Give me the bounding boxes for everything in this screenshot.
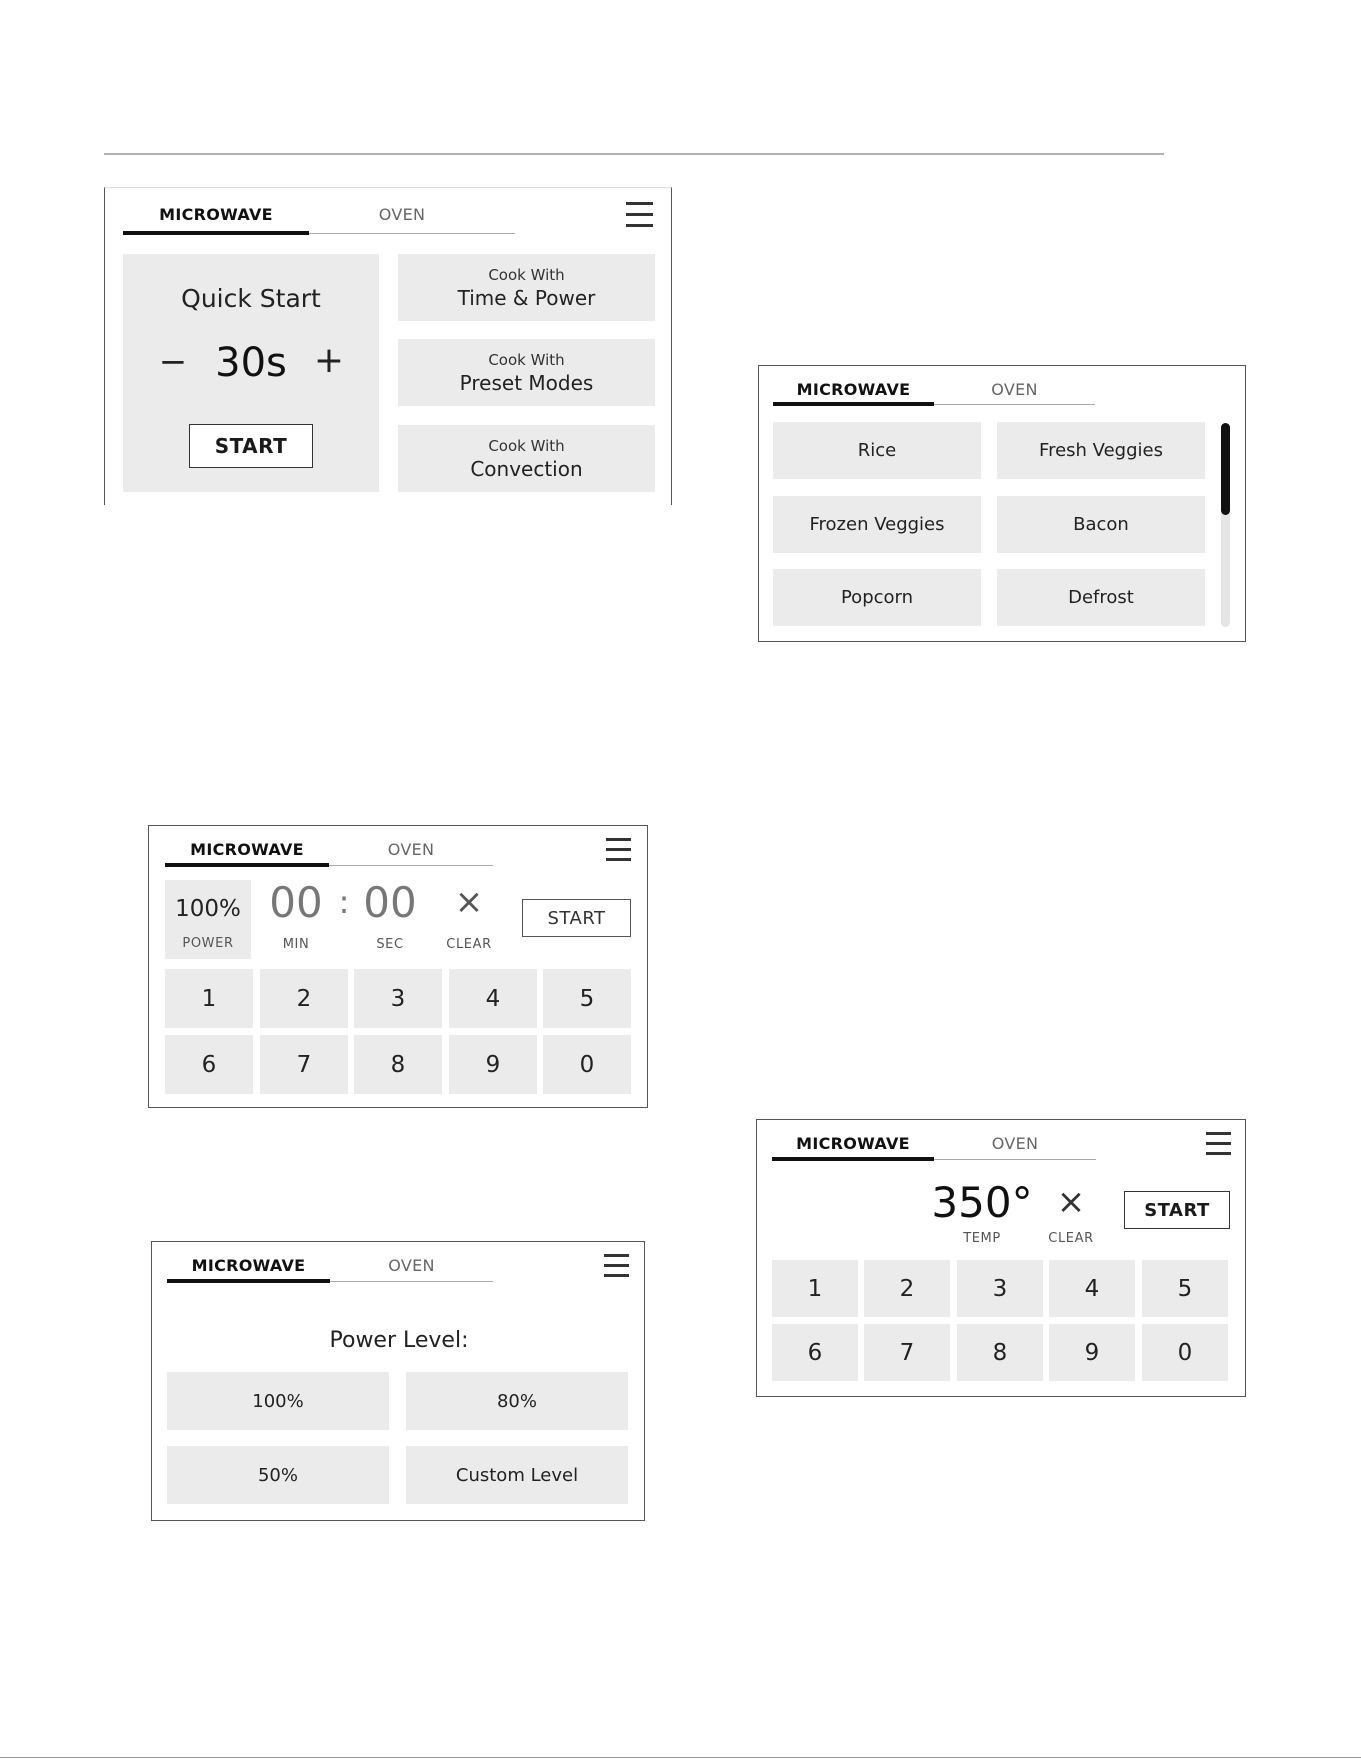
presets-screen bbox=[758, 365, 1246, 642]
cook-with-label: Cook With bbox=[488, 350, 565, 369]
key-6[interactable]: 6 bbox=[165, 1035, 253, 1094]
seconds-display: 00 bbox=[363, 878, 417, 927]
key-8[interactable]: 8 bbox=[354, 1035, 442, 1094]
temperature-display: 350° bbox=[931, 1178, 1033, 1227]
power-custom-button[interactable]: Custom Level bbox=[406, 1446, 628, 1504]
timer-start-button[interactable]: START bbox=[522, 899, 631, 937]
preset-modes-label: Preset Modes bbox=[459, 370, 594, 395]
power-level-button[interactable] bbox=[165, 880, 251, 959]
increment-button[interactable]: + bbox=[313, 340, 345, 381]
power-100-button[interactable]: 100% bbox=[167, 1372, 389, 1430]
key-7[interactable]: 7 bbox=[864, 1324, 950, 1381]
tab-oven[interactable]: OVEN bbox=[387, 840, 435, 859]
cook-time-power-button[interactable] bbox=[398, 254, 655, 321]
tab-oven[interactable]: OVEN bbox=[991, 1134, 1039, 1153]
tab-oven[interactable]: OVEN bbox=[378, 205, 426, 224]
quick-start-time: 30s bbox=[215, 340, 287, 386]
key-0[interactable]: 0 bbox=[543, 1035, 631, 1094]
top-divider bbox=[104, 153, 1164, 155]
tab-microwave[interactable]: MICROWAVE bbox=[796, 380, 911, 399]
key-5[interactable]: 5 bbox=[1142, 1260, 1228, 1317]
menu-icon[interactable] bbox=[606, 838, 631, 862]
time-colon: : bbox=[338, 883, 350, 921]
oven-temp-screen bbox=[756, 1119, 1246, 1397]
active-tab-indicator bbox=[167, 1279, 330, 1283]
clear-icon[interactable]: × bbox=[454, 882, 484, 922]
key-3[interactable]: 3 bbox=[957, 1260, 1043, 1317]
key-5[interactable]: 5 bbox=[543, 969, 631, 1028]
clear-label: CLEAR bbox=[1048, 1231, 1094, 1246]
menu-icon[interactable] bbox=[1206, 1132, 1231, 1156]
key-3[interactable]: 3 bbox=[354, 969, 442, 1028]
minutes-display: 00 bbox=[269, 878, 323, 927]
timer-screen bbox=[148, 825, 648, 1108]
preset-frozen-veggies-button[interactable]: Frozen Veggies bbox=[773, 496, 981, 553]
power-label: POWER bbox=[182, 936, 234, 951]
time-power-label: Time & Power bbox=[457, 285, 596, 310]
cook-convection-button[interactable] bbox=[398, 425, 655, 492]
bottom-divider bbox=[0, 1757, 1361, 1758]
preset-rice-button[interactable]: Rice bbox=[773, 422, 981, 479]
key-9[interactable]: 9 bbox=[1049, 1324, 1135, 1381]
power-80-button[interactable]: 80% bbox=[406, 1372, 628, 1430]
preset-defrost-button[interactable]: Defrost bbox=[997, 569, 1205, 626]
min-label: MIN bbox=[282, 937, 310, 952]
key-8[interactable]: 8 bbox=[957, 1324, 1043, 1381]
key-2[interactable]: 2 bbox=[260, 969, 348, 1028]
quick-start-title: Quick Start bbox=[181, 284, 321, 313]
temp-label: TEMP bbox=[963, 1231, 1001, 1246]
quick-start-card bbox=[123, 254, 379, 492]
quick-start-button[interactable]: START bbox=[189, 424, 313, 468]
tab-microwave[interactable]: MICROWAVE bbox=[159, 205, 273, 224]
key-6[interactable]: 6 bbox=[772, 1324, 858, 1381]
tab-microwave[interactable]: MICROWAVE bbox=[796, 1134, 910, 1153]
key-0[interactable]: 0 bbox=[1142, 1324, 1228, 1381]
scrollbar-thumb[interactable] bbox=[1221, 423, 1230, 515]
key-4[interactable]: 4 bbox=[1049, 1260, 1135, 1317]
menu-icon[interactable] bbox=[604, 1254, 629, 1278]
key-4[interactable]: 4 bbox=[449, 969, 537, 1028]
menu-icon[interactable] bbox=[626, 202, 653, 228]
decrement-button[interactable]: − bbox=[158, 342, 188, 382]
tab-microwave[interactable]: MICROWAVE bbox=[191, 1256, 306, 1275]
power-level-screen bbox=[151, 1241, 645, 1521]
tab-oven[interactable]: OVEN bbox=[388, 1256, 435, 1275]
active-tab-indicator bbox=[772, 1157, 934, 1161]
oven-start-button[interactable]: START bbox=[1124, 1191, 1230, 1229]
power-level-title: Power Level: bbox=[329, 1328, 469, 1353]
key-2[interactable]: 2 bbox=[864, 1260, 950, 1317]
key-1[interactable]: 1 bbox=[165, 969, 253, 1028]
home-screen bbox=[104, 187, 672, 505]
clear-icon[interactable]: × bbox=[1056, 1182, 1086, 1222]
active-tab-indicator bbox=[123, 231, 309, 235]
sec-label: SEC bbox=[376, 937, 404, 952]
preset-bacon-button[interactable]: Bacon bbox=[997, 496, 1205, 553]
convection-label: Convection bbox=[470, 456, 583, 481]
active-tab-indicator bbox=[773, 402, 934, 406]
cook-with-label: Cook With bbox=[488, 265, 565, 284]
power-50-button[interactable]: 50% bbox=[167, 1446, 389, 1504]
preset-popcorn-button[interactable]: Popcorn bbox=[773, 569, 981, 626]
key-7[interactable]: 7 bbox=[260, 1035, 348, 1094]
scrollbar-track[interactable] bbox=[1221, 423, 1230, 627]
cook-preset-modes-button[interactable] bbox=[398, 339, 655, 406]
preset-fresh-veggies-button[interactable]: Fresh Veggies bbox=[997, 422, 1205, 479]
power-value: 100% bbox=[175, 896, 241, 922]
active-tab-indicator bbox=[165, 863, 329, 867]
clear-label: CLEAR bbox=[446, 937, 492, 952]
key-1[interactable]: 1 bbox=[772, 1260, 858, 1317]
tab-oven[interactable]: OVEN bbox=[991, 380, 1038, 399]
cook-with-label: Cook With bbox=[488, 436, 565, 455]
key-9[interactable]: 9 bbox=[449, 1035, 537, 1094]
tab-microwave[interactable]: MICROWAVE bbox=[190, 840, 304, 859]
